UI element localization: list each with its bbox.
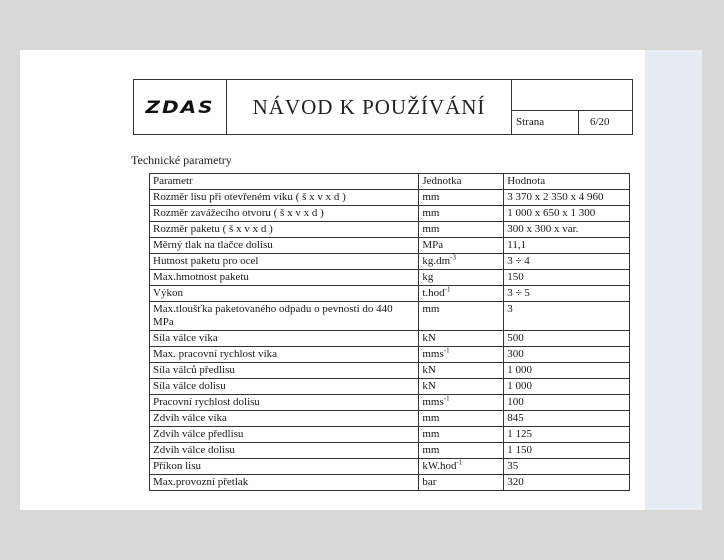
table-row (150, 475, 630, 491)
value-cell: 500 (504, 331, 630, 347)
table-row (150, 443, 630, 459)
unit-cell (419, 459, 504, 475)
column-header-parameter: Parametr (150, 174, 419, 190)
unit-cell (419, 363, 504, 379)
parameter-cell: Zdvih válce předlisu (150, 427, 419, 443)
column-header-unit: Jednotka (419, 174, 504, 190)
unit-text: kW.hod (422, 460, 457, 472)
value-cell: 320 (504, 475, 630, 491)
value-cell: 3 ÷ 5 (504, 286, 630, 302)
table-row (150, 286, 630, 302)
unit-text: mms (422, 348, 444, 360)
value-cell: 1 150 (504, 443, 630, 459)
unit-exponent: -1 (443, 346, 450, 355)
header-blank-cell (512, 80, 632, 111)
unit-text: MPa (422, 239, 444, 251)
value-cell: 35 (504, 459, 630, 475)
unit-text: t.hod (422, 287, 445, 299)
parameter-cell: Max. pracovní rychlost víka (150, 347, 419, 363)
unit-text: kN (422, 332, 436, 344)
table-row (150, 331, 630, 347)
logo-cell (134, 80, 227, 134)
value-cell: 3 370 x 2 350 x 4 960 (504, 190, 630, 206)
unit-text: mm (422, 207, 440, 219)
parameter-cell: Max.hmotnost paketu (150, 270, 419, 286)
parameter-cell: Max.provozní přetlak (150, 475, 419, 491)
value-cell: 150 (504, 270, 630, 286)
table-row (150, 222, 630, 238)
table-row (150, 459, 630, 475)
unit-text: bar (422, 476, 437, 488)
table-row (150, 270, 630, 286)
unit-cell (419, 238, 504, 254)
unit-text: mm (422, 444, 440, 456)
unit-exponent: -1 (456, 458, 463, 467)
unit-cell (419, 411, 504, 427)
unit-exponent: -1 (444, 285, 451, 294)
document-header (133, 79, 633, 135)
table-header-row (150, 174, 630, 190)
unit-text: kN (422, 364, 436, 376)
table-row (150, 379, 630, 395)
page-cell-divider (578, 110, 579, 134)
table-body (150, 190, 630, 491)
value-cell: 1 000 x 650 x 1 300 (504, 206, 630, 222)
parameter-cell: Měrný tlak na tlačce dolisu (150, 238, 419, 254)
table-row (150, 206, 630, 222)
unit-cell (419, 475, 504, 491)
unit-text: mm (422, 428, 440, 440)
value-cell: 1 000 (504, 379, 630, 395)
page-number-cell (512, 80, 632, 134)
value-cell: 845 (504, 411, 630, 427)
unit-cell (419, 347, 504, 363)
parameter-cell: Síla válce víka (150, 331, 419, 347)
title-cell (227, 80, 512, 134)
unit-cell (419, 395, 504, 411)
page-background-edge (645, 50, 702, 510)
table-row (150, 254, 630, 270)
unit-cell (419, 206, 504, 222)
unit-cell (419, 443, 504, 459)
unit-cell (419, 331, 504, 347)
parameter-cell: Rozměr paketu ( š x v x d ) (150, 222, 419, 238)
parameter-cell: Rozměr lisu při otevřeném víku ( š x v x d ) (150, 190, 419, 206)
unit-text: kg (422, 271, 434, 283)
company-logo: ZDAS (145, 96, 215, 118)
table-row (150, 427, 630, 443)
value-cell: 100 (504, 395, 630, 411)
section-title: Technické parametry (131, 153, 232, 167)
unit-cell (419, 254, 504, 270)
document-title: NÁVOD K POUŽÍVÁNÍ (252, 94, 486, 119)
unit-cell (419, 286, 504, 302)
value-cell: 300 x 300 x var. (504, 222, 630, 238)
table-row (150, 347, 630, 363)
unit-text: mm (422, 191, 440, 203)
unit-cell (419, 222, 504, 238)
table-row (150, 190, 630, 206)
parameter-cell: Rozměr zavážecího otvoru ( š x v x d ) (150, 206, 419, 222)
unit-text: mm (422, 303, 440, 315)
parameter-cell: Hutnost paketu pro ocel (150, 254, 419, 270)
value-cell: 300 (504, 347, 630, 363)
unit-exponent: -1 (443, 394, 450, 403)
unit-cell (419, 427, 504, 443)
parameter-cell: Max.tloušťka paketovaného odpadu o pevnosti do 440 MPa (150, 302, 419, 331)
value-cell: 11,1 (504, 238, 630, 254)
parameter-cell: Síla válce dolisu (150, 379, 419, 395)
parameter-cell: Zdvih válce dolisu (150, 443, 419, 459)
parameter-cell: Výkon (150, 286, 419, 302)
parameter-cell: Síla válců předlisu (150, 363, 419, 379)
table-row (150, 238, 630, 254)
value-cell: 1 125 (504, 427, 630, 443)
table-row (150, 363, 630, 379)
unit-cell (419, 379, 504, 395)
unit-cell (419, 302, 504, 331)
value-cell: 1 000 (504, 363, 630, 379)
value-cell: 3 (504, 302, 630, 331)
unit-text: mm (422, 412, 440, 424)
unit-text: mm (422, 223, 440, 235)
table-row (150, 395, 630, 411)
column-header-value: Hodnota (504, 174, 630, 190)
table-row (150, 411, 630, 427)
unit-text: kN (422, 380, 436, 392)
page-number: 6/20 (590, 116, 610, 128)
unit-cell (419, 270, 504, 286)
unit-cell (419, 190, 504, 206)
table-row (150, 302, 630, 331)
value-cell: 3 ÷ 4 (504, 254, 630, 270)
parameter-cell: Zdvih válce víka (150, 411, 419, 427)
page-label: Strana (516, 116, 545, 128)
parameter-cell: Příkon lisu (150, 459, 419, 475)
parameter-cell: Pracovní rychlost dolisu (150, 395, 419, 411)
parameters-table (149, 173, 630, 491)
unit-text: mms (422, 396, 444, 408)
unit-exponent: -3 (450, 253, 457, 262)
unit-text: kg.dm (422, 255, 451, 267)
